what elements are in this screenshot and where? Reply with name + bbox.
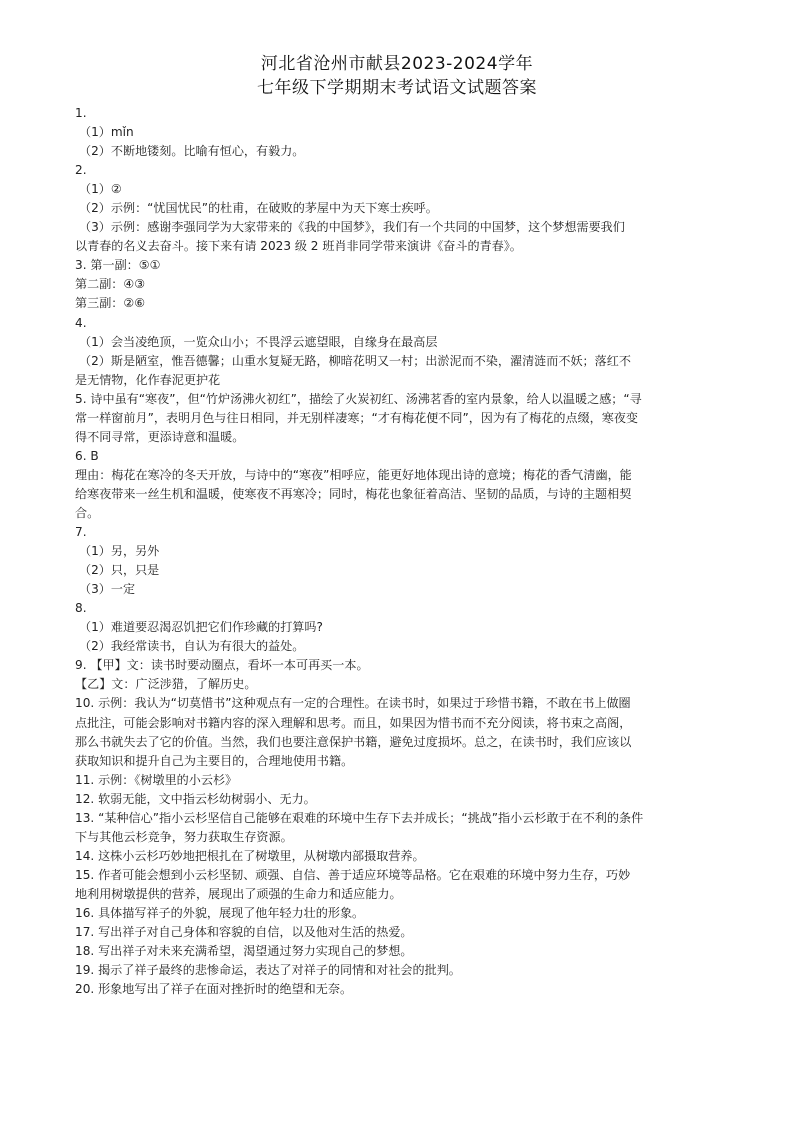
answer-line: 10. 示例：我认为“切莫惜书”这种观点有一定的合理性。在读书时，如果过于珍惜书籍，不敢在书上做圈: [75, 696, 631, 711]
answer-line: 8.: [75, 601, 87, 616]
answer-line: 6. B: [75, 448, 99, 463]
title-line-2: 七年级下学期期末考试语文试题答案: [257, 78, 537, 98]
answer-line: 是无情物，化作春泥更护花: [75, 372, 221, 387]
answer-line: 第三副：②⑥: [75, 296, 146, 311]
answer-line: 合。: [75, 505, 100, 520]
answer-line: 11. 示例：《树墩里的小云杉》: [75, 772, 238, 787]
answer-line: 12. 软弱无能，文中指云杉幼树弱小、无力。: [75, 791, 316, 806]
answer-line: （2）斯是陋室，惟吾德馨；山重水复疑无路，柳暗花明又一村；出淤泥而不染，濯清涟而不妖；落红不: [79, 353, 631, 368]
answer-line: 20. 形象地写出了祥子在面对挫折时的绝望和无奈。: [75, 982, 353, 997]
answer-line: （2）我经常读书，自认为有很大的益处。: [79, 639, 305, 654]
answer-line: 3. 第一副：⑤①: [75, 258, 161, 273]
answer-content: [75, 104, 723, 999]
answer-line: 17. 写出祥子对自己身体和容貌的自信，以及他对生活的热爱。: [75, 925, 413, 940]
answer-line: 18. 写出祥子对未来充满希望，渴望通过努力实现自己的梦想。: [75, 944, 413, 959]
answer-line: 常一样窗前月”，表明月色与往日相同，并无别样凄寒；“才有梅花便不同”，因为有了梅花的点缀，寒夜变: [75, 410, 639, 425]
answer-line: 地利用树墩提供的营养，展现出了顽强的生命力和适应能力。: [75, 886, 402, 901]
answer-line: 那么书就失去了它的价值。当然，我们也要注意保护书籍，避免过度损坏。总之，在读书时，我们应该以: [75, 734, 632, 749]
answer-line: 得不同寻常，更添诗意和温暖。: [75, 429, 245, 444]
answer-line: （3）一定: [79, 582, 136, 597]
title-line-1: 河北省沧州市献县2023-2024学年: [260, 54, 534, 74]
answer-line: 以青春的名义去奋斗。接下来有请 2023 级 2 班肖非同学带来演讲《奋斗的青春》。: [75, 239, 522, 254]
answer-line: 点批注，可能会影响对书籍内容的深入理解和思考。而且，如果因为惜书而不充分阅读，将书束之高阁，: [75, 715, 632, 730]
answer-line: 1.: [75, 106, 87, 120]
answer-line: （2）示例：“忧国忧民”的杜甫，在破败的茅屋中为天下寒士疾呼。: [79, 201, 438, 216]
answer-line: 9. 【甲】文：读书时要动圈点，看坏一本可再买一本。: [75, 658, 369, 673]
document-title: [0, 52, 794, 100]
answer-line: 7.: [75, 525, 87, 540]
answer-line: 16. 具体描写祥子的外貌，展现了他年轻力壮的形象。: [75, 905, 365, 920]
answer-line: （2）不断地镂刻。比喻有恒心，有毅力。: [79, 144, 305, 159]
answer-line: 2.: [75, 163, 87, 178]
answer-line: 下与其他云杉竞争，努力获取生存资源。: [75, 829, 293, 844]
answer-line: （1）②: [79, 182, 122, 197]
answer-line: 5. 诗中虽有“寒夜”，但“竹炉汤沸火初红”，描绘了火炭初红、汤沸茗香的室内景象，给人以温暖之感；“寻: [75, 391, 642, 406]
answer-line: 14. 这株小云杉巧妙地把根扎在了树墩里，从树墩内部摄取营养。: [75, 848, 425, 863]
answer-line: 获取知识和提升自己为主要目的，合理地使用书籍。: [75, 753, 354, 768]
answer-line: 第二副：④③: [75, 277, 146, 292]
answer-line: （1）会当凌绝顶，一览众山小；不畏浮云遮望眼，自缘身在最高层: [79, 334, 438, 349]
answer-line: （1）另，另外: [79, 544, 160, 559]
answer-line: 4.: [75, 315, 87, 330]
answer-line: 15. 作者可能会想到小云杉坚韧、顽强、自信、善于适应环境等品格。它在艰难的环境中努力生存，巧妙: [75, 867, 631, 882]
answer-line: 19. 揭示了祥子最终的悲惨命运，表达了对祥子的同情和对社会的批判。: [75, 963, 461, 978]
answer-line: （1）难道要忍渴忍饥把它们作珍藏的打算吗?: [79, 620, 323, 635]
answer-line: （2）只，只是: [79, 563, 160, 578]
answer-line: 13. “某种信心”指小云杉坚信自己能够在艰难的环境中生存下去并成长；“挑战”指小云杉敢于在不利的条件: [75, 810, 644, 825]
answer-line: （3）示例：感谢李强同学为大家带来的《我的中国梦》，我们有一个共同的中国梦，这个梦想需要我们: [79, 220, 625, 235]
answer-line: 【乙】文：广泛涉猎，了解历史。: [75, 677, 257, 692]
answer-line: （1）mǐn: [79, 125, 134, 140]
answer-line: 给寒夜带来一丝生机和温暖，使寒夜不再寒冷；同时，梅花也象征着高洁、坚韧的品质，与诗的主题相契: [75, 486, 632, 501]
answer-line: 理由：梅花在寒冷的冬天开放，与诗中的“寒夜”相呼应，能更好地体现出诗的意境；梅花的香气清幽，能: [75, 467, 632, 482]
